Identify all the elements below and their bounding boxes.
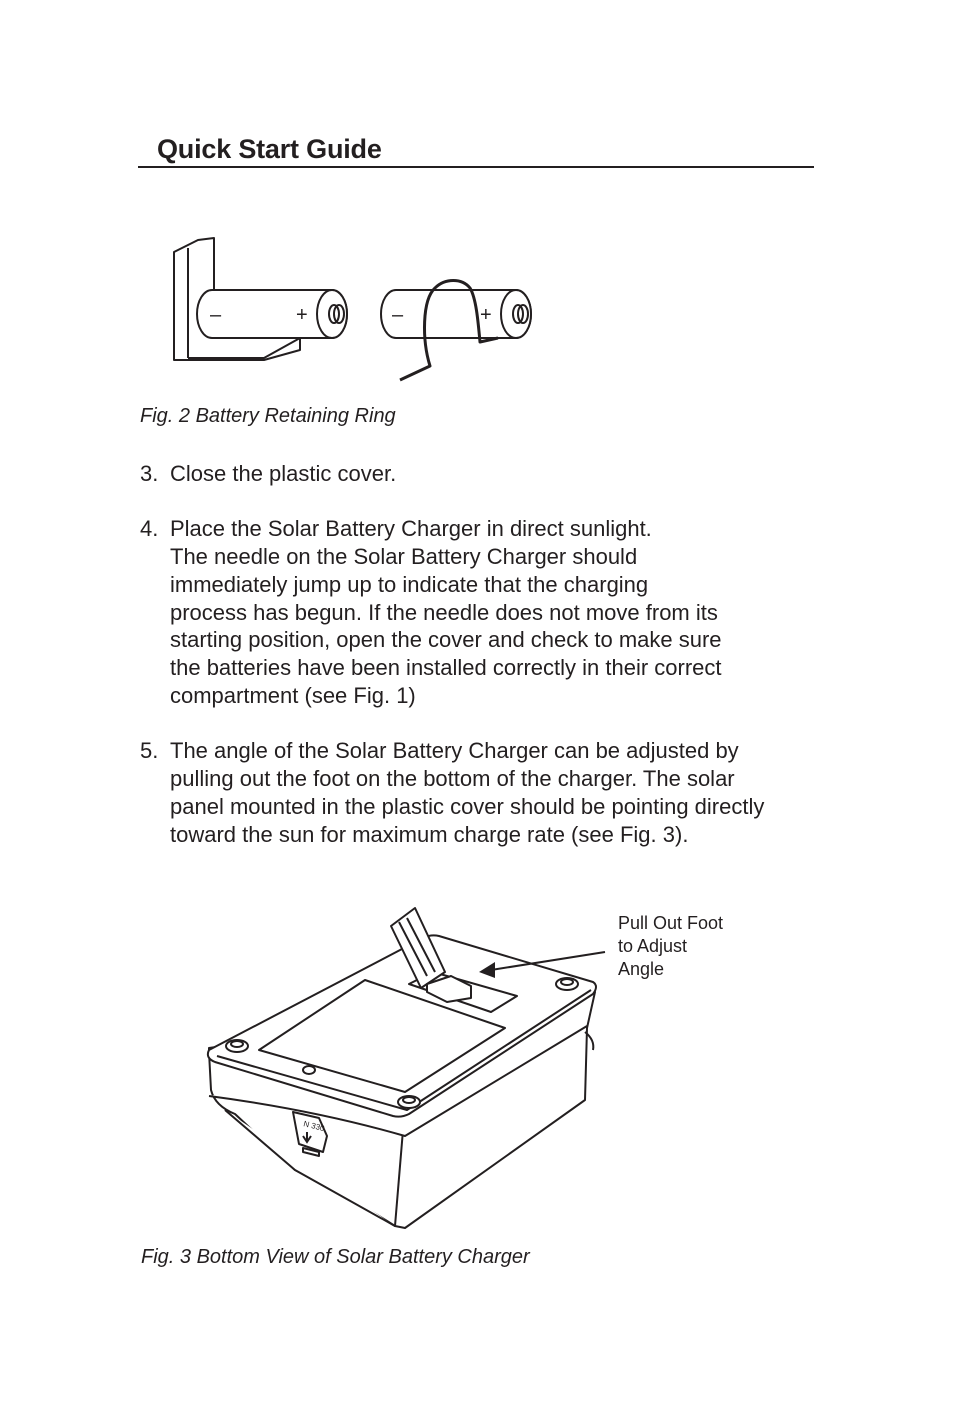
battery-retaining-ring-illustration xyxy=(160,230,550,390)
step-number: 4. xyxy=(140,516,159,542)
fig3-caption: Fig. 3 Bottom View of Solar Battery Charger xyxy=(141,1246,530,1268)
step-text: The angle of the Solar Battery Charger can be adjusted by pulling out the foot on the bottom of the charger. The solar panel mounted in the plastic cover should be pointing directly toward the sun for maximum charge rate (see Fig. 3). xyxy=(170,738,765,847)
step-number: 3. xyxy=(140,461,159,486)
step-text: Place the Solar Battery Charger in direct sunlight. The needle on the Solar Battery Charger should immediately jump up to indicate that the charging process has begun. If the needle does not move from its starting position, open the cover and check to make sure the batteries have been installed correctly in their correct compartment (see Fig. 1) xyxy=(170,516,722,709)
foot-callout-label: Pull Out Foot to Adjust Angle xyxy=(618,913,724,979)
fig2-caption: Fig. 2 Battery Retaining Ring xyxy=(140,405,396,427)
step-5 xyxy=(140,737,820,848)
battery-1-minus: – xyxy=(210,304,222,326)
step-4 xyxy=(140,515,820,710)
battery-2-plus: + xyxy=(480,304,492,326)
charger-bottom-view-illustration xyxy=(195,900,615,1230)
title-rule xyxy=(138,166,814,168)
step-3 xyxy=(140,460,820,488)
door-label: N 330 xyxy=(302,1119,326,1134)
battery-2-minus: – xyxy=(392,304,404,326)
page-title: Quick Start Guide xyxy=(157,134,382,164)
step-text: Close the plastic cover. xyxy=(170,461,397,486)
instruction-steps xyxy=(140,460,820,876)
step-number: 5. xyxy=(140,738,159,764)
battery-1-plus: + xyxy=(296,304,308,326)
